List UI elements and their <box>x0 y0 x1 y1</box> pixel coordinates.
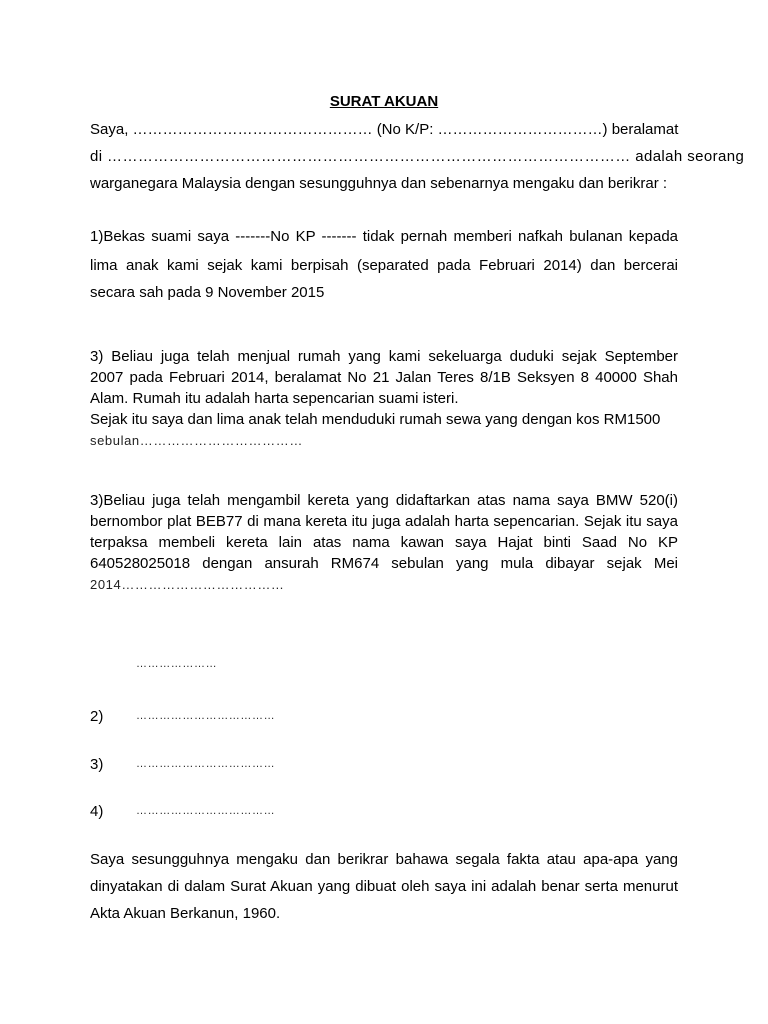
paragraph-2-line: 2007 pada Februari 2014, beralamat No 21 Jalan Teres 8/1B Seksyen 8 40000 Shah <box>90 369 678 386</box>
paragraph-3-line: bernombor plat BEB77 di mana kereta itu juga adalah harta sepencarian. Sejak itu saya <box>90 513 678 530</box>
blank-item-number: 4) <box>90 803 104 820</box>
blank-item-number: 3) <box>90 756 104 773</box>
address-line: di ………………………………………………………………………………………… adalah seorang <box>90 148 745 165</box>
blank-item-dots: ……………………………… <box>136 805 276 817</box>
paragraph-1-line: 1)Bekas suami saya -------No KP ------- tidak pernah memberi nafkah bulanan kepada <box>90 228 678 245</box>
paragraph-3-line: 3)Beliau juga telah mengambil kereta yang didaftarkan atas nama saya BMW 520(i) <box>90 492 678 509</box>
blank-item-number: 2) <box>90 708 104 725</box>
paragraph-1-line: lima anak kami sejak kami berpisah (separated pada Februari 2014) dan bercerai <box>90 257 678 274</box>
paragraph-2-line: 3) Beliau juga telah menjual rumah yang kami sekeluarga duduki sejak September <box>90 348 678 365</box>
blank-item-dots: ……………………………… <box>136 710 276 722</box>
closing-line: dinyatakan di dalam Surat Akuan yang dibuat oleh saya ini adalah benar serta menurut <box>90 878 678 895</box>
paragraph-2-line: Sejak itu saya dan lima anak telah menduduki rumah sewa yang dengan kos RM1500 <box>90 411 661 428</box>
paragraph-2-line: sebulan……………………………… <box>90 433 303 448</box>
declarant-line: Saya, ………………………………………… (No K/P: ……………………………) beralamat <box>90 121 679 138</box>
blank-item-dots: ………………… <box>136 658 218 670</box>
blank-item-dots: ……………………………… <box>136 758 276 770</box>
declaration-line: warganegara Malaysia dengan sesungguhnya dan sebenarnya mengaku dan berikrar : <box>90 175 668 192</box>
paragraph-2-line: Alam. Rumah itu adalah harta sepencarian suami isteri. <box>90 390 459 407</box>
closing-line: Saya sesungguhnya mengaku dan berikrar bahawa segala fakta atau apa-apa yang <box>90 851 678 868</box>
paragraph-1-line: secara sah pada 9 November 2015 <box>90 284 325 301</box>
document-title: SURAT AKUAN <box>329 93 439 110</box>
paragraph-3-line: 640528025018 dengan ansurah RM674 sebulan yang mula dibayar sejak Mei <box>90 555 678 572</box>
paragraph-3-line: 2014……………………………… <box>90 577 285 592</box>
closing-line: Akta Akuan Berkanun, 1960. <box>90 905 281 922</box>
paragraph-3-line: terpaksa membeli kereta lain atas nama kawan saya Hajat binti Saad No KP <box>90 534 678 551</box>
